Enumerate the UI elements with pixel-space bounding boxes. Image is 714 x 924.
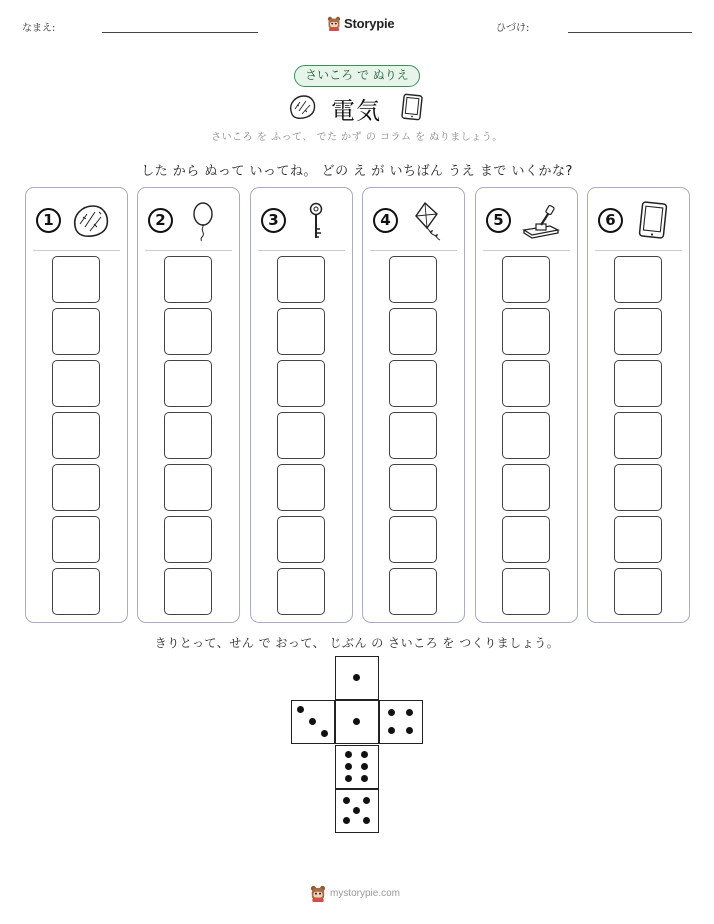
- column-number: 5: [486, 208, 511, 233]
- coloring-cell[interactable]: [614, 516, 662, 563]
- die-pip: [321, 730, 328, 737]
- footer: [0, 885, 714, 905]
- column-divider: [483, 250, 570, 251]
- bear-logo-icon: [327, 16, 341, 31]
- coloring-cell[interactable]: [52, 412, 100, 459]
- die-pip: [363, 797, 370, 804]
- die-pip: [361, 775, 368, 782]
- coloring-cell[interactable]: [164, 412, 212, 459]
- column-divider: [595, 250, 682, 251]
- coloring-cell[interactable]: [614, 464, 662, 511]
- column-3: [250, 187, 353, 623]
- date-label: ひづけ:: [496, 23, 530, 34]
- coloring-cell[interactable]: [389, 516, 437, 563]
- coloring-cell[interactable]: [277, 516, 325, 563]
- balloon-icon: [182, 200, 224, 242]
- die-pip: [353, 807, 360, 814]
- coloring-cell[interactable]: [52, 464, 100, 511]
- coloring-cell[interactable]: [52, 360, 100, 407]
- die-pip: [388, 709, 395, 716]
- die-face-right: [379, 700, 423, 744]
- die-pip: [361, 751, 368, 758]
- key-icon: [295, 200, 337, 242]
- coloring-cell[interactable]: [389, 360, 437, 407]
- column-2: [137, 187, 240, 623]
- coloring-cell[interactable]: [277, 412, 325, 459]
- coloring-cell[interactable]: [52, 568, 100, 615]
- die-face-lower: [335, 745, 379, 789]
- switch-icon: [520, 200, 562, 242]
- die-pip: [345, 751, 352, 758]
- die-pip: [297, 706, 304, 713]
- activity-pill: さいころ で ぬりえ: [294, 65, 420, 87]
- column-6: [587, 187, 690, 623]
- column-divider: [370, 250, 457, 251]
- logo-text: Storypie: [344, 15, 395, 31]
- rock-icon: [70, 200, 112, 242]
- coloring-cell[interactable]: [389, 464, 437, 511]
- die-face-bottom: [335, 789, 379, 833]
- coloring-cell[interactable]: [502, 516, 550, 563]
- column-number: 3: [261, 208, 286, 233]
- coloring-cell[interactable]: [164, 308, 212, 355]
- coloring-cell[interactable]: [277, 360, 325, 407]
- coloring-cell[interactable]: [502, 308, 550, 355]
- column-divider: [33, 250, 120, 251]
- coloring-cell[interactable]: [614, 256, 662, 303]
- coloring-cell[interactable]: [502, 256, 550, 303]
- die-pip: [309, 718, 316, 725]
- column-number: 6: [598, 208, 623, 233]
- coloring-cell[interactable]: [614, 412, 662, 459]
- column-5: [475, 187, 578, 623]
- column-1: [25, 187, 128, 623]
- die-pip: [345, 775, 352, 782]
- die-face-left: [291, 700, 335, 744]
- name-label: なまえ:: [22, 23, 56, 34]
- die-pip: [406, 709, 413, 716]
- cut-instruction: きりとって、せん で おって、 じぶん の さいころ を つくりましょう。: [154, 636, 560, 650]
- coloring-cell[interactable]: [52, 308, 100, 355]
- coloring-cell[interactable]: [164, 360, 212, 407]
- coloring-cell[interactable]: [52, 256, 100, 303]
- die-pip: [353, 718, 360, 725]
- coloring-cell[interactable]: [614, 308, 662, 355]
- die-pip: [406, 727, 413, 734]
- coloring-cell[interactable]: [389, 568, 437, 615]
- coloring-cell[interactable]: [389, 256, 437, 303]
- column-divider: [258, 250, 345, 251]
- die-pip: [353, 674, 360, 681]
- coloring-cell[interactable]: [164, 516, 212, 563]
- die-pip: [345, 763, 352, 770]
- column-4: [362, 187, 465, 623]
- title-row: [0, 91, 714, 123]
- column-number: 4: [373, 208, 398, 233]
- coloring-cell[interactable]: [614, 568, 662, 615]
- header: [0, 14, 714, 38]
- name-line[interactable]: [102, 32, 258, 33]
- coloring-cell[interactable]: [277, 256, 325, 303]
- date-line[interactable]: [568, 32, 692, 33]
- coloring-cell[interactable]: [164, 464, 212, 511]
- coloring-cell[interactable]: [502, 568, 550, 615]
- subtitle: さいころ を ふって、 でた かず の コラム を ぬりましょう。: [211, 132, 503, 143]
- rock-icon: [287, 93, 317, 121]
- storypie-logo: [327, 14, 394, 32]
- page-title: 電気: [331, 97, 381, 125]
- coloring-cell[interactable]: [502, 360, 550, 407]
- die-pip: [388, 727, 395, 734]
- die-pip: [361, 763, 368, 770]
- footer-url: mystorypie.com: [330, 888, 401, 899]
- coloring-cell[interactable]: [277, 568, 325, 615]
- coloring-cell[interactable]: [389, 412, 437, 459]
- tablet-icon: [399, 93, 425, 121]
- coloring-cell[interactable]: [164, 568, 212, 615]
- column-number: 1: [36, 208, 61, 233]
- coloring-cell[interactable]: [389, 308, 437, 355]
- coloring-cell[interactable]: [614, 360, 662, 407]
- column-divider: [145, 250, 232, 251]
- kite-icon: [407, 200, 449, 242]
- coloring-cell[interactable]: [502, 464, 550, 511]
- instruction: した から ぬって いってね。 どの え が いちばん うえ まで いくかな?: [141, 164, 573, 179]
- tablet-icon: [632, 200, 674, 242]
- die-face-center: [335, 700, 379, 744]
- die-pip: [343, 797, 350, 804]
- die-pip: [363, 817, 370, 824]
- coloring-cell[interactable]: [52, 516, 100, 563]
- coloring-cell[interactable]: [502, 412, 550, 459]
- bear-logo-icon: [310, 885, 326, 902]
- column-number: 2: [148, 208, 173, 233]
- coloring-cell[interactable]: [277, 464, 325, 511]
- die-face-top: [335, 656, 379, 700]
- coloring-cell[interactable]: [277, 308, 325, 355]
- die-pip: [343, 817, 350, 824]
- coloring-cell[interactable]: [164, 256, 212, 303]
